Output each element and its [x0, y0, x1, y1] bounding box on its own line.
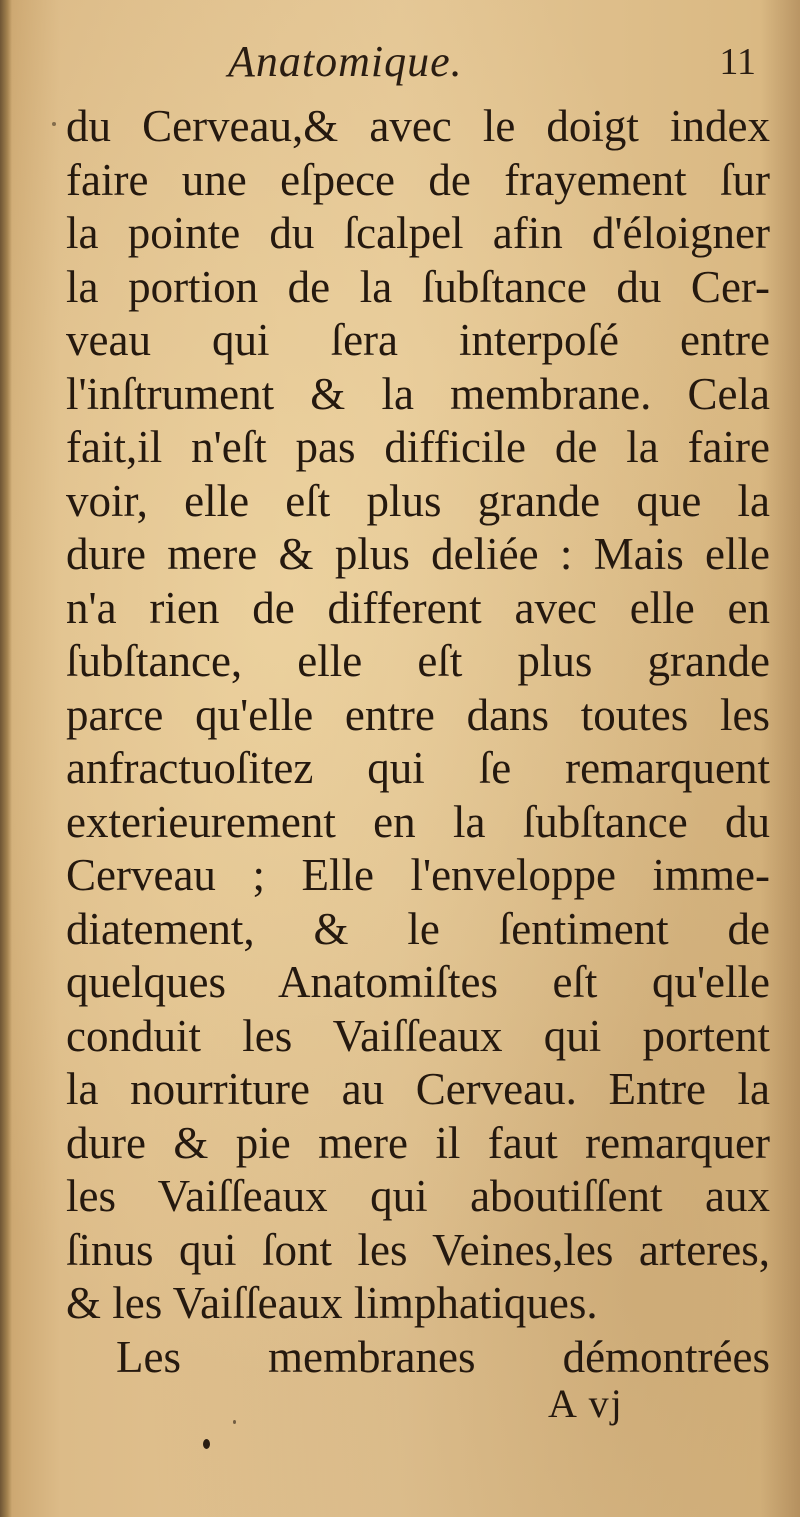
text-line: ſubſtance, elle eſt plus grande [66, 636, 770, 686]
text-line: la pointe du ſcalpel afin d'éloigner [66, 208, 770, 258]
text-line: fait,il n'eſt pas difficile de la faire [66, 422, 770, 472]
text-line: la portion de la ſubſtance du Cer- [66, 261, 770, 312]
signature-mark: A vj [548, 1381, 624, 1426]
page-gutter-shadow [0, 0, 12, 1517]
text-line: l'inſtrument & la membrane. Cela [66, 368, 770, 419]
text-line: anfractuoſitez qui ſe remarquent [66, 743, 770, 793]
page-number: 11 [719, 41, 756, 83]
text-line: veau qui ſera interpoſé entre [66, 315, 770, 365]
text-line: ſinus qui ſont les Veines,les arteres, [66, 1224, 770, 1275]
text-line: & les Vaiſſeaux limphatiques. [66, 1278, 598, 1328]
ink-speck [52, 122, 56, 126]
text-line: Cerveau ; Elle l'enveloppe imme- [66, 850, 770, 900]
text-line: voir, elle eſt plus grande que la [66, 475, 770, 526]
text-line: exterieurement en la ſubſtance du [66, 796, 770, 847]
text-line: quelques Anatomiſtes eſt qu'elle [66, 957, 770, 1007]
text-line: les Vaiſſeaux qui aboutiſſent aux [66, 1171, 770, 1221]
running-head [0, 34, 800, 94]
ink-speck [203, 1439, 210, 1449]
text-line: parce qu'elle entre dans toutes les [66, 689, 770, 740]
text-line: faire une eſpece de frayement ſur [66, 154, 770, 205]
text-line: diatement, & le ſentiment de [66, 903, 770, 954]
text-line: du Cerveau,& avec le doigt index [66, 101, 770, 151]
ink-speck [233, 1420, 236, 1424]
running-head-title: Anatomique. [228, 37, 463, 86]
text-line: dure mere & plus deliée : Mais elle [66, 529, 770, 579]
text-line: dure & pie mere il faut remarquer [66, 1117, 770, 1168]
text-line: conduit les Vaiſſeaux qui portent [66, 1010, 770, 1061]
text-line: n'a rien de different avec elle en [66, 582, 770, 633]
text-line: Les membranes démontrées [116, 1331, 770, 1382]
text-line: la nourriture au Cerveau. Entre la [66, 1064, 770, 1114]
body-text [66, 100, 770, 1384]
